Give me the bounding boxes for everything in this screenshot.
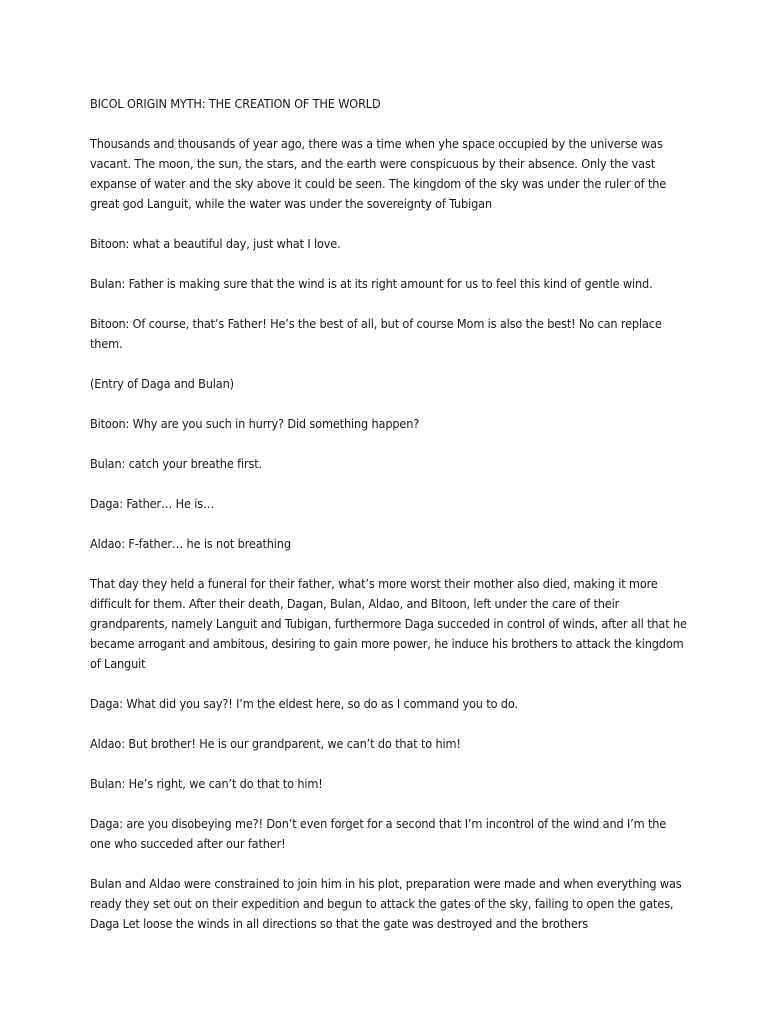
dialogue-line: Daga: What did you say?! I’m the eldest here, so do as I command you to do. — [90, 696, 518, 711]
paragraph-narration: That day they held a funeral for their father, what’s more worst their mother also died, making it more difficult for them. After their death, Dagan, Bulan, Aldao, and BItoon, left under the care of their grandparents, namely Languit and Tubigan, furthermore Daga succeded in control of winds, after all that he became arrogant and ambitous, desiring to gain more power, he induce his brothers to attack the kingdom of Languit — [90, 576, 687, 671]
dialogue-line: Bitoon: Why are you such in hurry? Did something happen? — [90, 416, 420, 431]
dialogue-line: Daga: are you disobeying me?! Don’t even forget for a second that I’m incontrol of the wind and I’m the one who succeded after our father! — [90, 816, 667, 851]
document-title: BICOL ORIGIN MYTH: THE CREATION OF THE WORLD — [90, 96, 381, 111]
paragraph-narration: Bulan and Aldao were constrained to join him in his plot, preparation were made and when everything was ready they set out on their expedition and begun to attack the gates of the sky, failing to open the gates, Daga Let loose the winds in all directions so that the gate was destroyed and the brothers — [90, 876, 682, 931]
dialogue-line: Bulan: He’s right, we can’t do that to him! — [90, 776, 323, 791]
document-page — [90, 94, 690, 954]
dialogue-line: Aldao: But brother! He is our grandparent, we can’t do that to him! — [90, 736, 461, 751]
dialogue-line: Bulan: Father is making sure that the wind is at its right amount for us to feel this kind of gentle wind. — [90, 276, 653, 291]
dialogue-line: Bitoon: Of course, that’s Father! He’s the best of all, but of course Mom is also the best! No can replace them. — [90, 316, 662, 351]
dialogue-line: Bulan: catch your breathe first. — [90, 456, 262, 471]
dialogue-line: Bitoon: what a beautiful day, just what I love. — [90, 236, 341, 251]
paragraph-intro: Thousands and thousands of year ago, there was a time when yhe space occupied by the universe was vacant. The moon, the sun, the stars, and the earth were conspicuous by their absence. Only the vast expanse of water and the sky above it could be seen. The kingdom of the sky was under the ruler of the great god Languit, while the water was under the sovereignty of Tubigan — [90, 136, 667, 211]
dialogue-line: Aldao: F-father… he is not breathing — [90, 536, 291, 551]
stage-direction: (Entry of Daga and Bulan) — [90, 376, 234, 391]
dialogue-line: Daga: Father… He is… — [90, 496, 215, 511]
